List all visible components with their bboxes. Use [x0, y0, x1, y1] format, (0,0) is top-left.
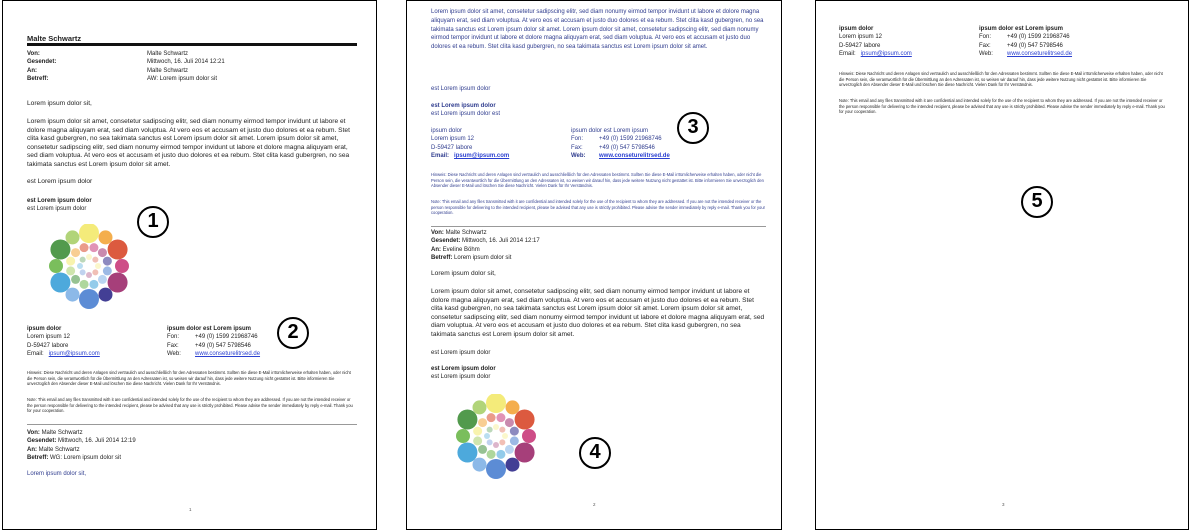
- marker-2: 2: [277, 317, 309, 349]
- page-3: [815, 0, 1189, 530]
- logo-dot: [499, 427, 505, 433]
- logo-dot: [92, 269, 98, 275]
- logo-dot: [115, 259, 129, 273]
- divider: [27, 424, 357, 425]
- contact-block: [839, 25, 1139, 58]
- disclaimer-en: Note: This email and any files transmitted with it are confidential and intended solely for the use of the recipient to whom they are addressed. If you are not the intended receiver or the person responsible for delivering to the intended recipient, please be advised that any use is strictly prohibited. Please advise the sender immediately by reply e-mail. Thank you for your cooperation.: [839, 98, 1165, 115]
- email-link[interactable]: ipsum@ipsum.com: [48, 350, 100, 357]
- logo-dot: [505, 418, 514, 427]
- greeting: Lorem ipsum dolor sit,: [431, 270, 496, 277]
- divider: [431, 226, 766, 227]
- disclaimer-de: Hinweis: Diese Nachricht und deren Anlagen sind vertraulich und ausschließlich für den Adressaten bestimmt. Sollten Sie diese E-Mail irrtümlicherweise erhalten haben, oder nicht die Person sein, die verantwortlich für die Übermittlung an den Adressaten ist, so weisen wir darauf hin, dass jede weitere Nutzung nicht gestattet ist. Bitte informieren Sie unverzüglich den Absender dieser E-Mail und löschen Sie diese Nachricht. Vielen Dank für Ihr Verständnis.: [27, 370, 351, 387]
- logo-dot: [522, 429, 536, 443]
- logo-dot: [496, 413, 505, 422]
- contact-right: ipsum dolor est Lorem ipsum Fon: +49 (0) 1599 21968746 Fax: +49 (0) 547 5798546 Web: www.conseturelitrsed.de: [979, 26, 1073, 57]
- logo-dot: [98, 275, 107, 284]
- logo-dot: [95, 263, 101, 269]
- logo-dot: [103, 266, 112, 275]
- logo-dot: [456, 429, 470, 443]
- web-link[interactable]: www.conseturelitrsed.de: [599, 152, 670, 159]
- header-row-from: Von: Malte Schwartz: [27, 51, 189, 57]
- body-text: Lorem ipsum dolor sit amet, consetetur sadipscing elitr, sed diam nonumy eirmod tempor invidunt ut labore et dolore magna aliquyam erat, sed diam voluptua. At vero eos et accusam et justo duo dolores et ea rebum. Stet clita kasd gubergren, no sea takimata sanctus est Lorem ipsum dolor sit amet. Lorem ipsum dolor sit amet, consetetur sadipscing elitr, sed diam nonumy eirmod tempor invidunt ut labore et dolore magna aliquyam erat, sed diam voluptua. At vero eos et accusam et justo duo dolores et ea rebum. Stet clita kasd gubergren, no sea takimata sanctus est Lorem ipsum dolor sit amet.: [27, 118, 350, 168]
- contact-right: ipsum dolor est Lorem ipsum Fon: +49 (0) 1599 21968746 Fax: +49 (0) 547 5798546 Web: www.conseturelitrsed.de: [167, 326, 261, 357]
- logo-dot: [108, 273, 128, 293]
- web-link[interactable]: www.conseturelitrsed.de: [195, 350, 261, 357]
- logo-dot: [499, 439, 505, 445]
- logo-dot: [496, 450, 505, 459]
- logo-dot: [487, 439, 493, 445]
- logo-dot: [457, 443, 477, 463]
- signature-line: est Lorem ipsum dolor: [27, 206, 87, 212]
- logo-dot: [86, 254, 92, 260]
- contact-left: ipsum dolor Lorem ipsum 12 D-59427 labore Email: ipsum@ipsum.com: [431, 128, 510, 159]
- logo-dot: [80, 280, 89, 289]
- logo-dot: [510, 436, 519, 445]
- marker-3: 3: [677, 112, 709, 144]
- signature-line-2: est Lorem ipsum dolor: [431, 374, 491, 380]
- closing-2: est Lorem ipsum dolor: [431, 350, 491, 356]
- logo-dot: [66, 230, 80, 244]
- logo-dot: [89, 243, 98, 252]
- logo-dot: [487, 413, 496, 422]
- header-row-sent: Gesendet: Mittwoch, 16. Juli 2014 12:21: [27, 59, 225, 66]
- page-2: [406, 0, 782, 530]
- logo-dot: [66, 266, 75, 275]
- disclaimer-de: Hinweis: Diese Nachricht und deren Anlagen sind vertraulich und ausschließlich für den Adressaten bestimmt. Sollten Sie diese E-Mail irrtümlicherweise erhalten haben, oder nicht die Person sein, die verantwortlich für die Übermittlung an den Adressaten ist, so weisen wir darauf hin, dass jede weitere Nutzung nicht gestattet ist. Bitte informieren Sie unverzüglich den Absender dieser E-Mail und löschen Sie diese Nachricht. Vielen Dank für Ihr Verständnis.: [839, 71, 1163, 88]
- logo-dot: [457, 410, 477, 430]
- logo-dot: [66, 288, 80, 302]
- logo-dot: [80, 269, 86, 275]
- header-row-to: An: Malte Schwartz: [27, 67, 189, 74]
- email-link[interactable]: ipsum@ipsum.com: [860, 50, 912, 57]
- disclaimer-en: Note: This email and any files transmitted with it are confidential and intended solely for the use of the recipient to whom they are addressed. If you are not the intended receiver or the person responsible for delivering to the intended recipient, please be advised that any use is strictly prohibited. Please advise the sender immediately by reply e-mail. Thank you for your cooperation.: [431, 199, 765, 216]
- logo-dot: [89, 280, 98, 289]
- logo-dot: [515, 410, 535, 430]
- disclaimer-de: Hinweis: Diese Nachricht und deren Anlagen sind vertraulich und ausschließlich für den Adressaten bestimmt. Sollten Sie diese E-Mail irrtümlicherweise erhalten haben, oder nicht die Person sein, die verantwortlich für die Übermittlung an den Adressaten ist, so weisen wir darauf hin, dass jede weitere Nutzung nicht gestattet ist. Bitte informieren Sie unverzüglich den Absender dieser E-Mail und löschen Sie diese Nachricht. Vielen Dank für Ihr Verständnis.: [431, 172, 764, 189]
- logo-dot: [478, 418, 487, 427]
- contact-block: [431, 127, 731, 160]
- logo-dot: [510, 427, 519, 436]
- quoted-greeting: Lorem ipsum dolor sit,: [27, 471, 87, 477]
- body-text-2: Lorem ipsum dolor sit amet, consetetur sadipscing elitr, sed diam nonumy eirmod tempor invidunt ut labore et dolore magna aliquyam erat, sed diam voluptua. At vero eos et accusam et justo duo dolores et ea rebum. Stet clita kasd gubergren, no sea takimata sanctus est Lorem ipsum dolor sit amet. Lorem ipsum dolor sit amet, consetetur sadipscing elitr, sed diam nonumy eirmod tempor invidunt ut labore et dolore magna aliquyam erat, sed diam voluptua. At vero eos et accusam et justo duo dolores et ea rebum. Stet clita kasd gubergren, no sea takimata sanctus est Lorem ipsum dolor sit amet.: [431, 288, 765, 338]
- logo-dot: [484, 433, 490, 439]
- page-number: 3: [1002, 502, 1005, 507]
- header-rule: [27, 43, 357, 46]
- logo-dot: [486, 459, 506, 479]
- logo-dot: [487, 427, 493, 433]
- logo-dot: [86, 272, 92, 278]
- logo-dot: [515, 443, 535, 463]
- email-link[interactable]: ipsum@ipsum.com: [454, 152, 510, 159]
- signature-line: est Lorem ipsum dolor est: [431, 111, 501, 117]
- logo-dot: [506, 400, 520, 414]
- logo-dot: [502, 433, 508, 439]
- logo-dot: [66, 257, 75, 266]
- quoted-header: Von: Malte Schwartz Gesendet: Mittwoch, 16. Juli 2014 12:19 An: Malte Schwartz Betreff: WG: Lorem ipsum dolor sit: [27, 430, 136, 461]
- contact-block: [27, 325, 327, 358]
- page-1: [2, 0, 377, 530]
- logo-dot: [50, 240, 70, 260]
- logo-dot: [487, 450, 496, 459]
- logo-dot: [493, 424, 499, 430]
- logo-dot: [478, 445, 487, 454]
- signature-bold: est Lorem ipsum dolor: [431, 103, 496, 109]
- signature-bold: est Lorem ipsum dolor: [27, 198, 92, 204]
- closing: est Lorem ipsum dolor: [27, 178, 93, 185]
- logo-dot: [50, 273, 70, 293]
- logo-dot: [98, 248, 107, 257]
- logo-dot: [79, 289, 99, 309]
- logo-dot: [71, 248, 80, 257]
- signature-bold-2: est Lorem ipsum dolor: [431, 366, 496, 372]
- header-row-subject: Betreff: AW: Lorem ipsum dolor sit: [27, 75, 218, 82]
- email-header: [27, 50, 357, 83]
- logo-dot: [80, 257, 86, 263]
- page-number: 1: [189, 507, 192, 512]
- logo-dot: [49, 259, 63, 273]
- marker-4: 4: [579, 437, 611, 469]
- logo-dot: [505, 445, 514, 454]
- logo-dot: [99, 288, 113, 302]
- logo-dot: [77, 263, 83, 269]
- logo-dot: [80, 243, 89, 252]
- marker-1: 1: [137, 206, 169, 238]
- logo-dot: [473, 436, 482, 445]
- web-link[interactable]: www.conseturelitrsed.de: [1007, 50, 1073, 57]
- logo-dot: [79, 224, 99, 243]
- body-text: Lorem ipsum dolor sit amet, consetetur sadipscing elitr, sed diam nonumy eirmod tempor invidunt ut labore et dolore magna aliquyam erat, sed diam voluptua. At vero eos et accusam et justo duo dolores et ea rebum. Stet clita kasd gubergren, no sea takimata sanctus est Lorem ipsum dolor sit amet. Lorem ipsum dolor sit amet, consetetur sadipscing elitr, sed diam nonumy eirmod tempor invidunt ut labore et dolore magna aliquyam erat, sed diam voluptua. At vero eos et accusam et justo duo dolores et ea rebum. Stet clita kasd gubergren, no sea takimata sanctus est Lorem ipsum dolor sit amet.: [431, 9, 764, 51]
- logo-dot: [473, 400, 487, 414]
- greeting: Lorem ipsum dolor sit,: [27, 100, 92, 107]
- company-logo: [44, 224, 134, 309]
- logo-dot: [71, 275, 80, 284]
- logo-dot: [506, 458, 520, 472]
- logo-dot: [493, 442, 499, 448]
- page-number: 2: [593, 502, 596, 507]
- sender-name: Malte Schwartz: [27, 34, 82, 43]
- logo-dot: [108, 240, 128, 260]
- disclaimer-en: Note: This email and any files transmitted with it are confidential and intended solely for the use of the recipient to whom they are addressed. If you are not the intended receiver or the person responsible for delivering to the intended recipient, please be advised that any use is strictly prohibited. Please advise the sender immediately by reply e-mail. Thank you for your cooperation.: [27, 397, 353, 414]
- logo-dot: [99, 230, 113, 244]
- contact-left: ipsum dolor Lorem ipsum 12 D-59427 labore Email: ipsum@ipsum.com: [839, 26, 912, 57]
- logo-dot: [473, 427, 482, 436]
- closing: est Lorem ipsum dolor: [431, 86, 491, 92]
- logo-dot: [486, 394, 506, 413]
- logo-dot: [473, 458, 487, 472]
- contact-right: ipsum dolor est Lorem ipsum Fon: +49 (0) 1599 21968746 Fax: +49 (0) 547 5798546 Web: www.conseturelitrsed.de: [571, 128, 670, 159]
- marker-5: 5: [1021, 186, 1053, 218]
- quoted-header: Von: Malte Schwartz Gesendet: Mittwoch, 16. Juli 2014 12:17 An: Eveline Böhm Betreff: Lorem ipsum dolor sit: [431, 230, 540, 261]
- logo-dot: [92, 257, 98, 263]
- company-logo: [451, 394, 541, 479]
- contact-left: ipsum dolor Lorem ipsum 12 D-59427 labore Email: ipsum@ipsum.com: [27, 326, 100, 357]
- logo-dot: [103, 257, 112, 266]
